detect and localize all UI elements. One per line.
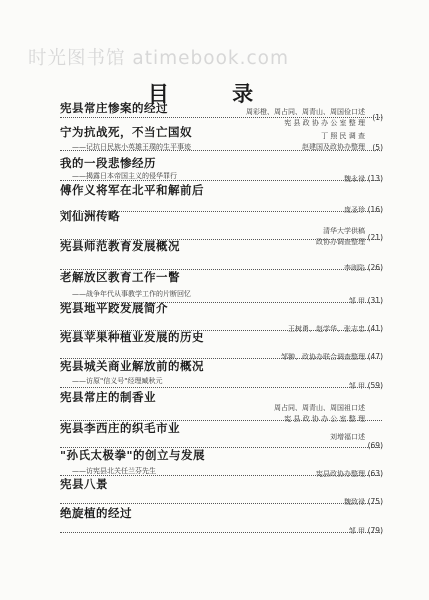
toc-entry-author: 魏永禄: [344, 175, 365, 183]
leader-line: [60, 475, 382, 476]
toc-entry-author: 邹 甲: [348, 297, 365, 305]
toc-entry-page: (26): [367, 263, 383, 272]
leader-line: [60, 211, 382, 212]
toc-entry-title: 宪县八景: [60, 477, 108, 491]
toc-entry-author: 邹 甲: [348, 382, 365, 390]
leader-line: [60, 420, 382, 421]
toc-entry-subtitle: ——记抗日民族小英雄王璞的生平事迹: [72, 143, 191, 151]
toc-entry-subtitle: ——访宪县北关任兰芬先生: [72, 467, 156, 475]
toc-entry-page: (5): [372, 143, 383, 152]
toc-entry-page: (41): [367, 324, 383, 333]
toc-entry-page: (59): [367, 381, 383, 390]
toc-entry-title: 我的一段悲惨经历: [60, 156, 156, 170]
leader-line: [60, 358, 382, 359]
toc-entry-title: 宪县地平跤发展简介: [60, 301, 168, 315]
toc-entry-title: 刘仙洲传略: [60, 209, 120, 223]
toc-entry-author: 庞圣珍: [344, 206, 365, 214]
toc-entry-author: 丁 照 民 调 查 赵建国及政协办整理: [302, 132, 365, 151]
toc-entry-author: 刘增福口述: [330, 433, 365, 441]
toc-entry-author: 清华大学供稿 政协办调查整理: [316, 227, 365, 246]
leader-line: [60, 302, 382, 303]
toc-entry-title: 宪县师范教育发展概况: [60, 239, 180, 253]
toc-entry-page: (63): [367, 469, 383, 478]
leader-line: [60, 180, 382, 181]
toc-entry-page: (13): [367, 174, 383, 183]
leader-line: [60, 117, 382, 118]
toc-entry-page: (47): [367, 352, 383, 361]
toc-entry-author: 邹翀、政协办联合调查整理: [281, 353, 365, 361]
toc-entry-page: (31): [367, 296, 383, 305]
toc-entry-page: (16): [367, 205, 383, 214]
toc-entry-title: 宪县城关商业解放前的概况: [60, 359, 204, 373]
toc-entry-page: (75): [367, 497, 383, 506]
toc-entry-author: 周占同、周青山、周国祖口述 宪 县 政 协 办 公 室 整 理: [274, 404, 365, 423]
toc-entry-page: (21): [367, 233, 383, 242]
toc-entry-title: 宁为抗战死，不当亡国奴: [60, 125, 192, 139]
toc-entry-page: (79): [367, 526, 383, 535]
toc-entry-author: 周彩橙、周占同、周青山、周国俭口述 宪 县 政 协 办 公 室 整 理: [246, 108, 365, 127]
toc-entry-title: "孙氏太极拳"的创立与发展: [60, 448, 205, 462]
leader-line: [60, 330, 382, 331]
toc-entry-title: 宪县李西庄的织毛市业: [60, 421, 180, 435]
toc-entry-title: 绝旋植的经过: [60, 506, 132, 520]
toc-entry-author: 王树勇、赵学华、张志忠: [288, 325, 365, 333]
leader-line: [60, 150, 382, 151]
leader-line: [60, 269, 382, 270]
toc-entry-subtitle: ——揭露日本帝国主义的侵华罪行: [72, 172, 177, 180]
toc-entry-page: (69): [367, 441, 383, 450]
leader-line: [60, 447, 382, 448]
toc-entry-page: (1): [372, 113, 383, 122]
toc-entry-author: 邹 甲: [348, 527, 365, 535]
toc-entry-title: 傅作义将军在北平和解前后: [60, 183, 204, 197]
leader-line: [60, 239, 382, 240]
page-title: 目 录: [147, 81, 282, 106]
leader-line: [60, 503, 382, 504]
watermark: 时光图书馆 atimebook.com: [28, 48, 289, 69]
toc-entry-title: 宪县常庄的制香业: [60, 390, 156, 404]
toc-entry-author: 李则陷: [344, 264, 365, 272]
toc-entry-author: 魏致禄: [344, 498, 365, 506]
toc-entry-subtitle: ——访原"信义号"经理臧秋元: [72, 377, 163, 385]
toc-entry-author: 宪县政协办整理: [316, 470, 365, 478]
leader-line: [60, 532, 382, 533]
toc-entry-title: 宪县苹果种植业发展的历史: [60, 330, 204, 344]
toc-entry-title: 宪县常庄惨案的经过: [60, 101, 168, 115]
toc-entry-title: 老解放区教育工作一瞥: [60, 270, 180, 284]
leader-line: [60, 387, 382, 388]
toc-entry-subtitle: ——战争年代从事教学工作的片断回忆: [72, 290, 191, 298]
